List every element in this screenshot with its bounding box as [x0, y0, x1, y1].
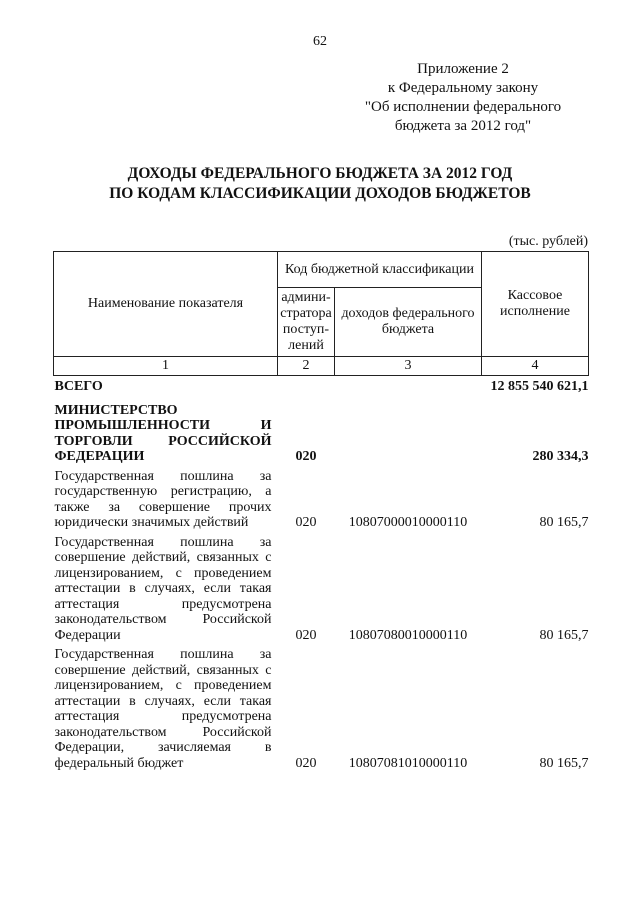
table-row — [54, 401, 589, 467]
row-name: МИНИСТЕРСТВО ПРОМЫШЛЕННОСТИ И ТОРГОВЛИ РОССИЙСКОЙ ФЕДЕРАЦИИ — [54, 402, 272, 464]
row-admin-code: 020 — [295, 449, 317, 464]
column-number: 2 — [278, 357, 335, 376]
row-budget-code — [335, 401, 482, 467]
units-note: (тыс. рублей) — [508, 234, 588, 249]
income-table — [53, 251, 589, 773]
row-budget-code: 10807080010000110 — [348, 627, 468, 643]
header-admin-code: админи-стратора поступ-лений — [278, 288, 335, 357]
appendix-line-4: бюджета за 2012 год" — [394, 118, 532, 134]
table-row — [54, 467, 589, 533]
appendix-line-2: к Федеральному закону — [387, 80, 539, 96]
column-number: 1 — [54, 357, 278, 376]
header-name: Наименование показателя — [54, 252, 278, 357]
row-name: ВСЕГО — [54, 379, 103, 394]
row-budget-code: 10807000010000110 — [348, 515, 468, 530]
column-number: 4 — [482, 357, 589, 376]
title-line-2: ПО КОДАМ КЛАССИФИКАЦИИ ДОХОДОВ БЮДЖЕТОВ — [109, 185, 531, 202]
row-amount: 80 165,7 — [539, 515, 589, 530]
row-admin-code: 020 — [295, 755, 317, 771]
row-name: Государственная пошлина за совершение действий, связанных с лицензированием, с проведением аттестации в случаях, если такая аттестация предусмотрена законодательством Российской Федерации, зачисляемая в федеральный бюджет — [54, 647, 272, 771]
row-budget-code: 10807081010000110 — [348, 755, 468, 771]
table-row — [54, 376, 589, 401]
column-number: 3 — [335, 357, 482, 376]
row-admin-code: 020 — [295, 515, 317, 530]
page-number: 62 — [313, 34, 327, 49]
document-title — [0, 164, 640, 204]
header-code-group: Код бюджетной классификации — [278, 252, 482, 288]
header-execution: Кассовое исполнение — [482, 252, 589, 357]
table-row — [54, 533, 589, 646]
title-line-1: ДОХОДЫ ФЕДЕРАЛЬНОГО БЮДЖЕТА ЗА 2012 ГОД — [127, 165, 513, 182]
header-federal-code: доходов федерального бюджета — [335, 288, 482, 357]
row-admin-code: 020 — [295, 627, 317, 643]
row-name: Государственная пошлина за государственную регистрацию, а также за совершение прочих юридически значимых действий — [54, 468, 272, 530]
row-admin-code — [278, 376, 335, 401]
row-amount: 280 334,3 — [532, 449, 589, 464]
table-row — [54, 645, 589, 773]
appendix-line-1: Приложение 2 — [417, 61, 509, 77]
row-budget-code — [335, 376, 482, 401]
row-name: Государственная пошлина за совершение действий, связанных с лицензированием, с проведением аттестации в случаях, если такая аттестация предусмотрена законодательством Российской Федерации — [54, 534, 272, 643]
row-amount: 12 855 540 621,1 — [490, 379, 589, 394]
row-amount: 80 165,7 — [539, 627, 589, 643]
row-amount: 80 165,7 — [539, 755, 589, 771]
appendix-note — [338, 60, 588, 136]
appendix-line-3: "Об исполнении федерального — [364, 99, 562, 115]
